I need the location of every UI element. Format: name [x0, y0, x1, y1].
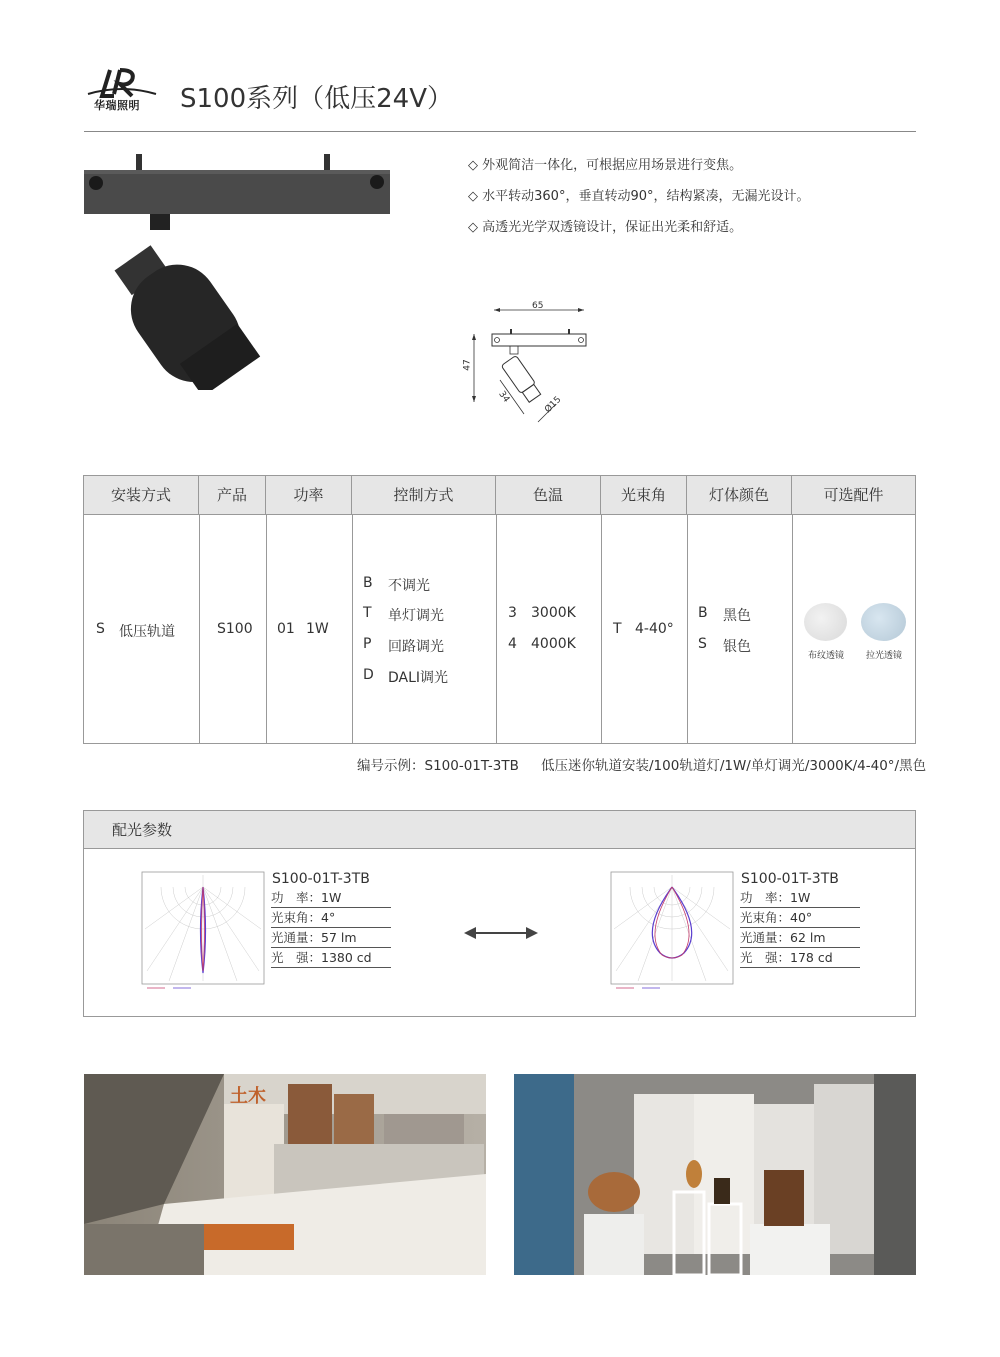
color-code: B	[698, 605, 708, 621]
th-cct: 色温	[496, 476, 601, 515]
dim-diameter: Ø15	[543, 394, 564, 416]
application-photo-gallery	[514, 1074, 916, 1275]
fabric-lens-image	[804, 603, 847, 641]
column-divider	[496, 515, 497, 744]
power-code: 01	[277, 621, 295, 637]
double-arrow-icon	[464, 924, 538, 942]
feature-item: ◇ 水平转动360°，垂直转动90°，结构紧凑，无漏光设计。	[468, 181, 810, 212]
cct-code: 3	[508, 605, 517, 621]
color-label: 银色	[723, 639, 751, 655]
column-divider	[352, 515, 353, 744]
right-model: S100-01T-3TB	[741, 871, 839, 887]
polar-chart-narrow	[141, 871, 265, 991]
accessory-label: 拉光透镜	[866, 651, 903, 661]
cct-label: 4000K	[531, 636, 576, 652]
feature-item: ◇ 高透光光学双透镜设计，保证出光柔和舒适。	[468, 212, 810, 243]
th-accessory: 可选配件	[823, 486, 884, 504]
column-divider	[792, 515, 793, 744]
dim-width: 65	[532, 301, 544, 311]
column-divider	[266, 515, 267, 744]
light-panel-header	[84, 811, 915, 849]
cct-code: 4	[508, 636, 517, 652]
spread-lens-image	[861, 603, 906, 641]
column-divider	[687, 515, 688, 744]
feature-item: ◇ 外观简洁一体化，可根据应用场景进行变焦。	[468, 150, 810, 181]
control-code: T	[363, 605, 372, 621]
control-label: 单灯调光	[388, 608, 444, 624]
cct-label: 3000K	[531, 605, 576, 621]
control-code: B	[363, 575, 373, 591]
right-beam: 光束角：40°	[740, 908, 860, 928]
product-image	[84, 150, 390, 390]
left-flux: 光通量：57 lm	[271, 928, 391, 948]
color-code: S	[698, 636, 707, 652]
th-install: 安装方式	[84, 476, 199, 515]
th-beam: 光束角	[601, 476, 687, 515]
left-intensity: 光 强：1380 cd	[271, 948, 391, 968]
code-description: 低压迷你轨道安装/100轨道灯/1W/单灯调光/3000K/4-40°/黑色	[541, 758, 927, 774]
left-power: 功 率：1W	[271, 888, 391, 908]
feature-list	[468, 150, 810, 243]
logo-text: 华瑞照明	[94, 99, 140, 112]
dim-height: 47	[462, 359, 473, 371]
th-control: 控制方式	[352, 476, 496, 515]
th-power: 功率	[266, 476, 352, 515]
control-label: DALI调光	[388, 670, 449, 686]
svg-text:土木: 土木	[230, 1086, 266, 1107]
application-photo-museum	[84, 1074, 486, 1275]
product-value: S100	[217, 621, 253, 637]
power-label: 1W	[306, 621, 329, 637]
right-flux: 光通量：62 lm	[740, 928, 860, 948]
dimension-drawing	[460, 296, 600, 436]
table-header-row	[84, 476, 915, 515]
th-color: 灯体颜色	[687, 476, 792, 515]
beam-code: T	[613, 621, 622, 637]
th-product: 产品	[199, 476, 266, 515]
control-label: 不调光	[388, 578, 430, 594]
page-title: S100系列（低压24V）	[180, 84, 454, 114]
light-panel-title: 配光参数	[112, 821, 173, 839]
code-example: 编号示例：S100-01T-3TB	[357, 758, 519, 774]
install-label: 低压轨道	[119, 624, 175, 640]
right-power: 功 率：1W	[740, 888, 860, 908]
left-beam: 光束角：4°	[271, 908, 391, 928]
polar-chart-wide	[610, 871, 734, 991]
spec-table	[83, 475, 916, 744]
left-model: S100-01T-3TB	[272, 871, 370, 887]
accessory-label: 布纹透镜	[808, 651, 845, 661]
right-intensity: 光 强：178 cd	[740, 948, 860, 968]
install-code: S	[96, 621, 105, 637]
control-code: D	[363, 667, 374, 683]
header-divider	[84, 131, 916, 132]
beam-label: 4-40°	[635, 621, 674, 637]
color-label: 黑色	[723, 608, 751, 624]
control-label: 回路调光	[388, 639, 444, 655]
dim-body: 34	[496, 389, 512, 405]
column-divider	[601, 515, 602, 744]
column-divider	[199, 515, 200, 744]
control-code: P	[363, 636, 372, 652]
light-distribution-panel	[83, 810, 916, 1017]
